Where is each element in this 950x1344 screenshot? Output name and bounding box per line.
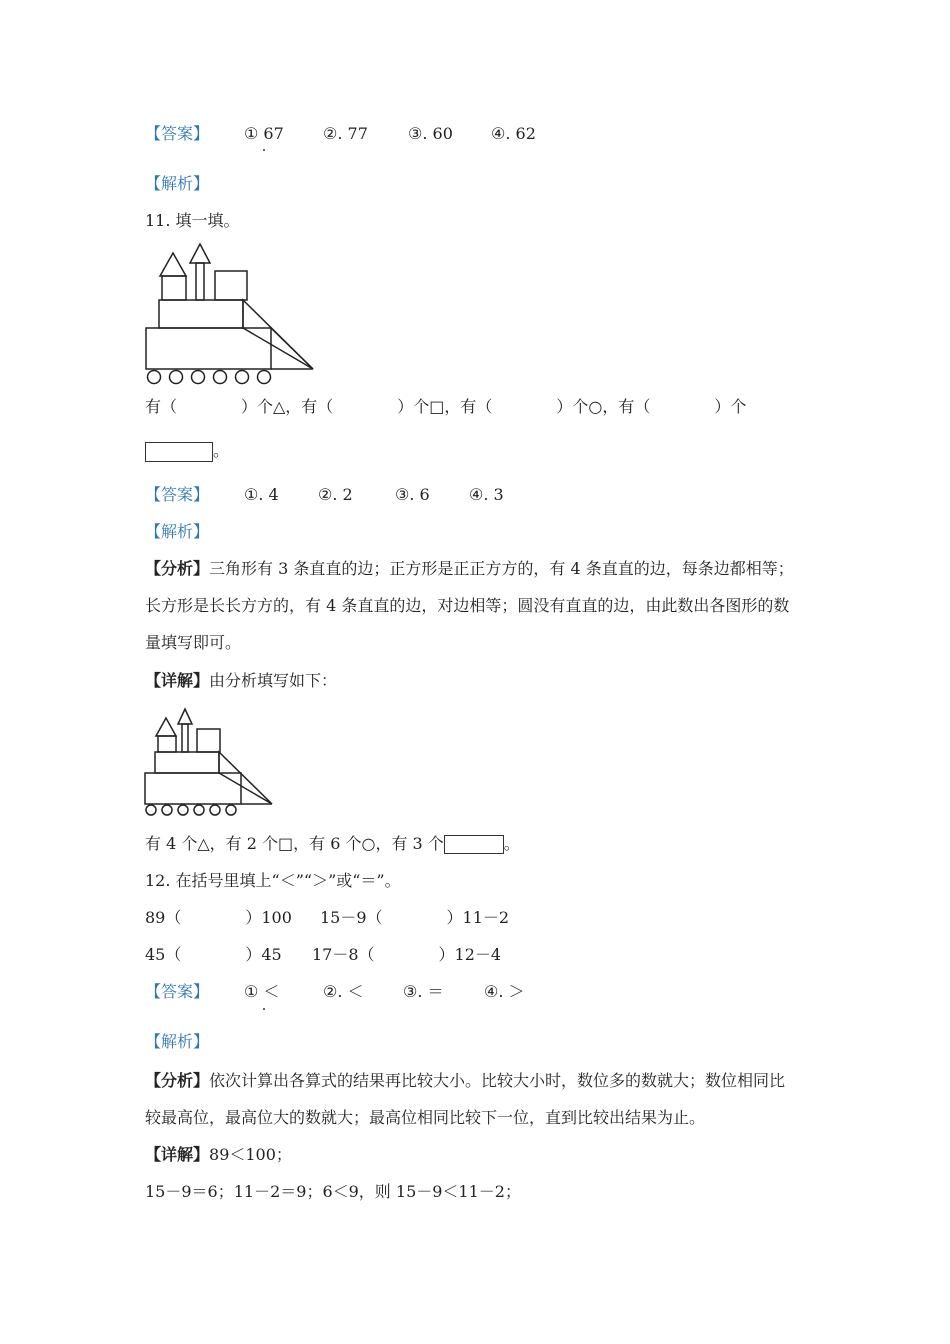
answer-2: ②. 2 <box>318 485 353 504</box>
fill-line-2: 。 <box>145 441 229 462</box>
result-line: 有 4 个△，有 2 个□，有 6 个○，有 3 个 。 <box>145 834 520 853</box>
dot-mark <box>263 149 265 151</box>
question-11-title: 11. 填一填。 <box>145 211 240 230</box>
analysis-line-3: 量填写即可。 <box>145 633 242 652</box>
analysis-line-2: 长方形是长长方方的，有 4 条直直的边，对边相等；圆没有直直的边，由此数出各图形的数 <box>145 596 790 615</box>
rectangle-shape <box>444 835 504 854</box>
fill-line-1: 有（ ）个△，有（ ）个□，有（ ）个○，有（ ）个 <box>145 397 747 416</box>
analysis-line-2: 较最高位，最高位大的数就大；最高位相同比较下一位，直到比较出结果为止。 <box>145 1108 706 1127</box>
answer-3: ③. ＝ <box>403 982 444 1001</box>
compare-2: 15－9（ ）11－2 <box>320 908 510 927</box>
detail-line: 【详解】由分析填写如下： <box>145 671 338 690</box>
dot-mark <box>263 1008 265 1010</box>
answer-1: ①. 4 <box>244 485 279 504</box>
jiexi-tag: 【解析】 <box>145 174 210 193</box>
answer-tag: 【答案】 <box>145 485 210 504</box>
jiexi-tag: 【解析】 <box>145 522 210 541</box>
answer-tag: 【答案】 <box>145 124 210 143</box>
answer-4: ④. 3 <box>469 485 504 504</box>
compare-1: 89（ ）100 <box>145 908 292 927</box>
train-figure <box>143 240 318 386</box>
answer-3: ③. 60 <box>408 124 453 143</box>
compare-4: 17－8（ ）12－4 <box>312 945 502 964</box>
rectangle-shape <box>145 442 213 462</box>
triangle-left <box>160 253 186 276</box>
square-small <box>162 276 186 300</box>
triangle-top <box>190 244 210 263</box>
answer-4: ④. 62 <box>491 124 536 143</box>
answer-1: ① 67 <box>244 124 284 143</box>
square-right <box>215 271 247 300</box>
detail-line-1: 【详解】89＜100； <box>145 1145 292 1164</box>
jiexi-tag: 【解析】 <box>145 1032 210 1051</box>
answer-3: ③. 6 <box>395 485 430 504</box>
compare-3: 45（ ）45 <box>145 945 282 964</box>
answer-1: ① ＜ <box>244 982 280 1001</box>
analysis-line-1: 【分析】三角形有 3 条直直的边；正方形是正正方方的，有 4 条直直的边，每条边都相等； <box>145 559 794 578</box>
detail-line-2: 15－9＝6；11－2＝9；6＜9，则 15－9＜11－2； <box>145 1182 521 1201</box>
question-12-title: 12. 在括号里填上“＜”“＞”或“＝”。 <box>145 871 401 890</box>
answer-4: ④. ＞ <box>484 982 525 1001</box>
answer-2: ②. ＜ <box>323 982 364 1001</box>
analysis-line-1: 【分析】依次计算出各算式的结果再比较大小。比较大小时，数位多的数就大；数位相同比 <box>145 1071 786 1090</box>
upper-rect <box>159 300 243 328</box>
train-figure-answer <box>143 706 276 818</box>
chimney-rect <box>196 263 204 300</box>
answer-2: ②. 77 <box>323 124 368 143</box>
answer-tag: 【答案】 <box>145 982 210 1001</box>
